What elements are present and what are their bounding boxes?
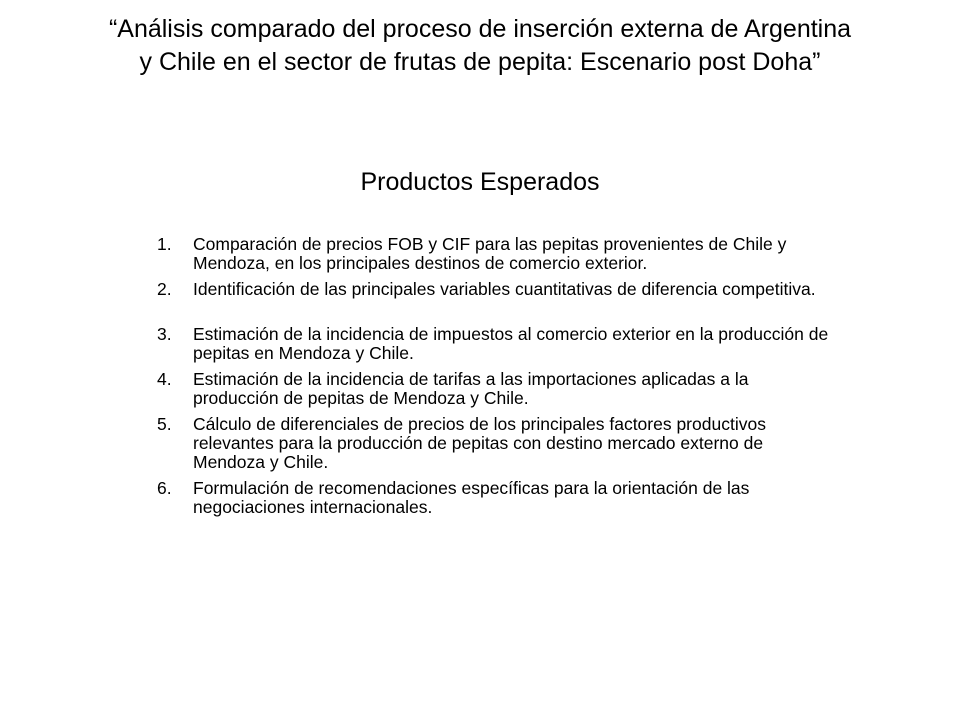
item-text: Comparación de precios FOB y CIF para las pepitas provenientes de Chile y Mendoza, en los principales destinos de comercio exterior. [193, 234, 787, 273]
item-text: Identificación de las principales variables cuantitativas de diferencia competitiva. [193, 279, 816, 299]
list-item [157, 235, 829, 273]
slide-subtitle: Productos Esperados [360, 168, 600, 196]
item-text: Estimación de la incidencia de tarifas a las importaciones aplicadas a la producción de pepitas de Mendoza y Chile. [193, 369, 749, 408]
item-text: Formulación de recomendaciones específicas para la orientación de las negociaciones internacionales. [193, 478, 750, 517]
list-item [157, 280, 829, 299]
item-number: 3. [157, 324, 172, 344]
list-item [157, 325, 829, 363]
item-text: Estimación de la incidencia de impuestos al comercio exterior en la producción de pepitas en Mendoza y Chile. [193, 324, 829, 363]
expected-products-list [157, 235, 829, 524]
item-number: 2. [157, 279, 172, 299]
item-text: Cálculo de diferenciales de precios de los principales factores productivos relevantes para la producción de pepitas con destino mercado externo de Mendoza y Chile. [193, 414, 766, 472]
item-number: 4. [157, 369, 172, 389]
item-number: 1. [157, 234, 172, 254]
list-item [157, 370, 829, 408]
list-item [157, 415, 829, 472]
slide-title: “Análisis comparado del proceso de inserción externa de Argentina y Chile en el sector de frutas de pepita: Escenario post Doha” [108, 15, 852, 76]
list-item [157, 479, 829, 517]
item-number: 5. [157, 414, 172, 434]
item-number: 6. [157, 478, 172, 498]
